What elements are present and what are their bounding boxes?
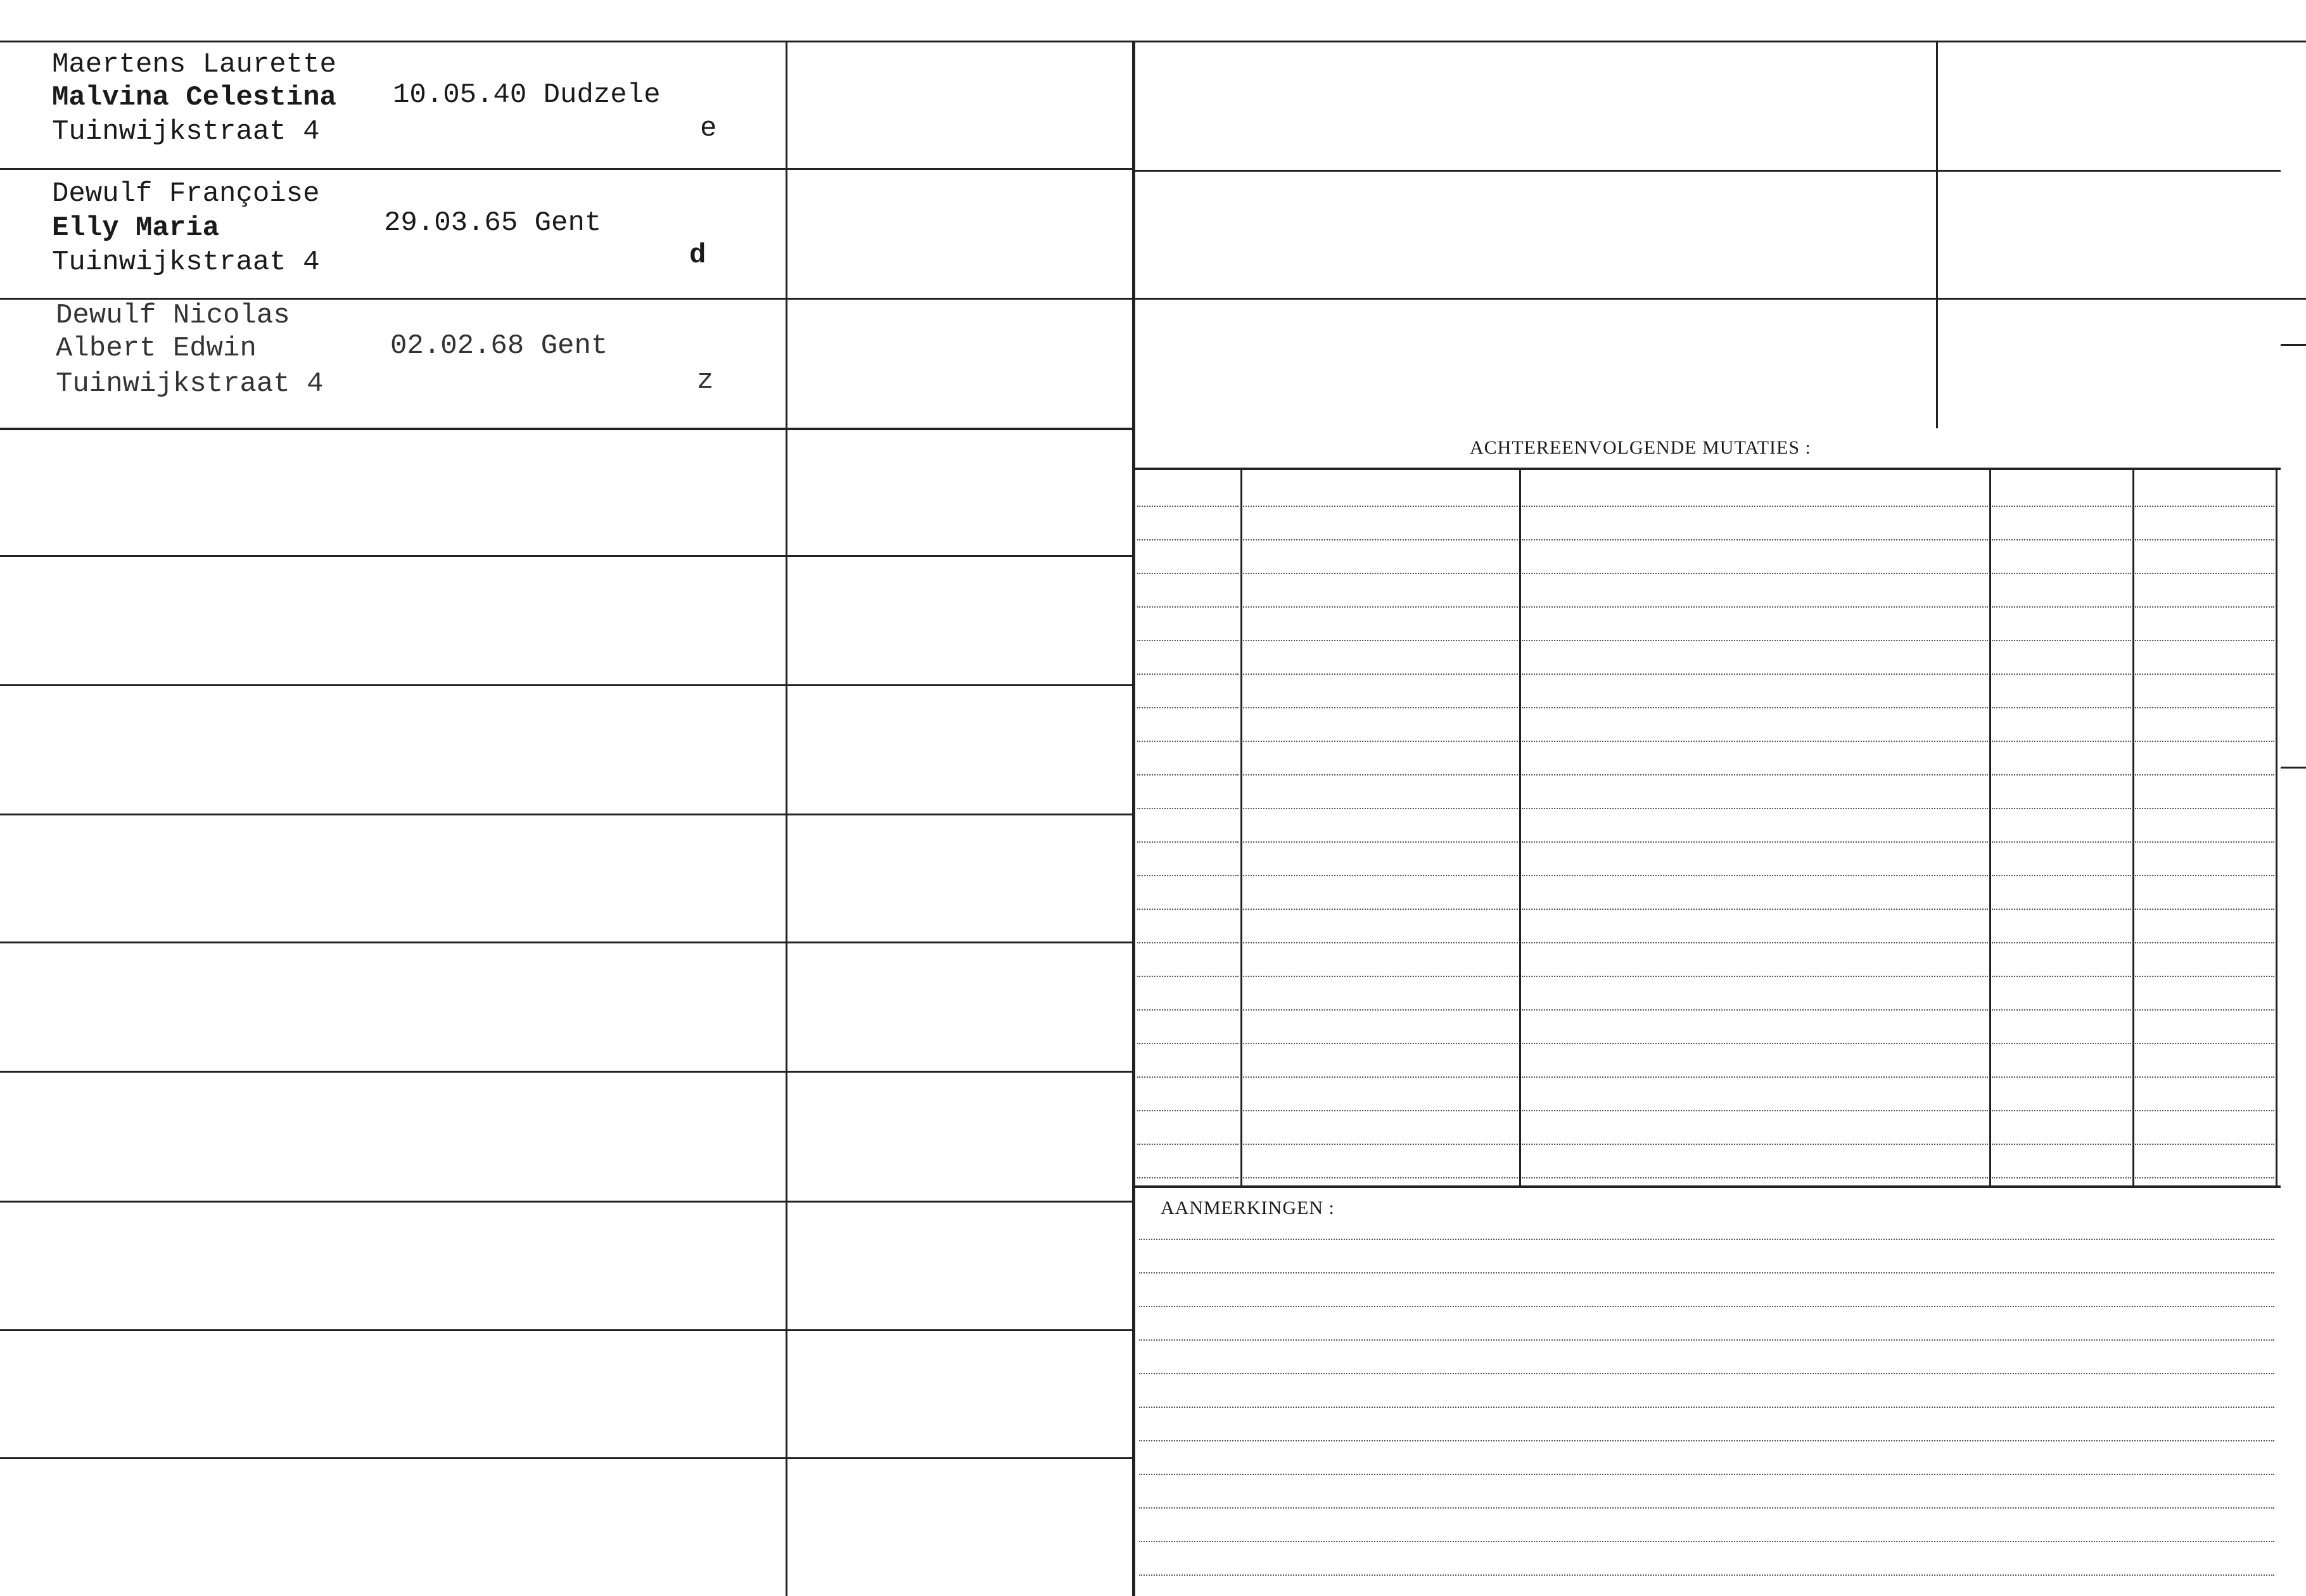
row-divider bbox=[0, 942, 1134, 943]
name-line1: Maertens Laurette bbox=[52, 49, 336, 80]
ruled-line bbox=[1137, 875, 1239, 876]
ruled-line bbox=[1243, 841, 1518, 843]
ruled-line bbox=[1522, 774, 1988, 776]
ruled-line bbox=[1137, 707, 1239, 708]
ruled-line bbox=[1522, 875, 1988, 876]
ruled-line bbox=[1137, 674, 1239, 675]
ruled-line bbox=[2135, 808, 2274, 809]
row-divider bbox=[0, 1457, 1134, 1459]
status-code: d bbox=[689, 239, 706, 271]
column-divider bbox=[1519, 469, 1521, 1187]
address: Tuinwijkstraat 4 bbox=[52, 246, 320, 278]
row-divider bbox=[0, 428, 1134, 430]
status-code: e bbox=[700, 113, 717, 144]
ruled-line bbox=[2135, 573, 2274, 574]
ruled-line bbox=[1243, 875, 1518, 876]
ruled-line bbox=[1243, 640, 1518, 641]
ruled-line bbox=[1522, 1144, 1988, 1145]
ruled-line bbox=[1522, 707, 1988, 708]
row-divider bbox=[0, 168, 1134, 170]
ruled-line bbox=[1137, 1009, 1239, 1011]
column-divider bbox=[2132, 469, 2134, 1187]
ruled-line bbox=[1139, 1541, 2274, 1542]
ruled-line bbox=[1243, 774, 1518, 776]
ruled-line bbox=[1992, 774, 2131, 776]
name-line2: Malvina Celestina bbox=[52, 82, 336, 113]
ruled-line bbox=[1137, 506, 1239, 507]
column-divider bbox=[1240, 469, 1242, 1187]
address: Tuinwijkstraat 4 bbox=[56, 368, 324, 400]
mutaties-title: ACHTEREENVOLGENDE MUTATIES : bbox=[1470, 437, 1811, 458]
ruled-line bbox=[1139, 1239, 2274, 1240]
ruled-line bbox=[1522, 808, 1988, 809]
ruled-line bbox=[1137, 1076, 1239, 1078]
ruled-line bbox=[2135, 1009, 2274, 1011]
ruled-line bbox=[2135, 909, 2274, 910]
table-bottom-border bbox=[1134, 1185, 2281, 1188]
edge-mark bbox=[2281, 344, 2306, 346]
address: Tuinwijkstraat 4 bbox=[52, 116, 320, 148]
ruled-line bbox=[1137, 1043, 1239, 1044]
row-divider bbox=[1134, 170, 2281, 172]
ruled-line bbox=[2135, 942, 2274, 943]
ruled-line bbox=[1243, 1177, 1518, 1178]
ruled-line bbox=[1992, 539, 2131, 540]
ruled-line bbox=[1137, 976, 1239, 977]
ruled-line bbox=[1137, 573, 1239, 574]
name-line1: Dewulf Françoise bbox=[52, 178, 320, 210]
ruled-line bbox=[2135, 1144, 2274, 1145]
ruled-line bbox=[1137, 841, 1239, 843]
ruled-line bbox=[2135, 674, 2274, 675]
ruled-line bbox=[2135, 741, 2274, 742]
ruled-line bbox=[1139, 1507, 2274, 1509]
ruled-line bbox=[1243, 606, 1518, 608]
ruled-line bbox=[1522, 674, 1988, 675]
column-divider bbox=[2276, 469, 2277, 1187]
ruled-line bbox=[1243, 1144, 1518, 1145]
ruled-line bbox=[1139, 1574, 2274, 1576]
row-divider bbox=[0, 684, 1134, 686]
ruled-line bbox=[1243, 539, 1518, 540]
ruled-line bbox=[1992, 640, 2131, 641]
column-divider bbox=[1936, 41, 1938, 428]
ruled-line bbox=[1992, 1144, 2131, 1145]
ruled-line bbox=[1243, 1043, 1518, 1044]
row-divider bbox=[0, 814, 1134, 815]
ruled-line bbox=[1522, 741, 1988, 742]
ruled-line bbox=[1139, 1339, 2274, 1341]
ruled-line bbox=[2135, 1110, 2274, 1111]
birth-date-place: 29.03.65 Gent bbox=[384, 207, 602, 239]
birth-date-place: 02.02.68 Gent bbox=[390, 330, 608, 362]
row-divider bbox=[1134, 298, 2306, 300]
ruled-line bbox=[1139, 1373, 2274, 1374]
ruled-line bbox=[1137, 1144, 1239, 1145]
ruled-line bbox=[2135, 1043, 2274, 1044]
column-divider-main bbox=[1132, 41, 1135, 1596]
ruled-line bbox=[1522, 841, 1988, 843]
ruled-line bbox=[1243, 909, 1518, 910]
ruled-line bbox=[1992, 841, 2131, 843]
ruled-line bbox=[1243, 707, 1518, 708]
ruled-line bbox=[1522, 1076, 1988, 1078]
ruled-line bbox=[1137, 774, 1239, 776]
ruled-line bbox=[1992, 1009, 2131, 1011]
ruled-line bbox=[1137, 741, 1239, 742]
ruled-line bbox=[1243, 1076, 1518, 1078]
ruled-line bbox=[1992, 1177, 2131, 1178]
ruled-line bbox=[1522, 1110, 1988, 1111]
column-divider bbox=[786, 41, 787, 1596]
ruled-line bbox=[2135, 976, 2274, 977]
ruled-line bbox=[2135, 1177, 2274, 1178]
row-divider bbox=[0, 1201, 1134, 1203]
ruled-line bbox=[1522, 1043, 1988, 1044]
birth-date-place: 10.05.40 Dudzele bbox=[393, 79, 661, 111]
ruled-line bbox=[1992, 808, 2131, 809]
ruled-line bbox=[1139, 1407, 2274, 1408]
ruled-line bbox=[1522, 606, 1988, 608]
ruled-line bbox=[1243, 573, 1518, 574]
ruled-line bbox=[2135, 640, 2274, 641]
ruled-line bbox=[1992, 875, 2131, 876]
ruled-line bbox=[1137, 539, 1239, 540]
ruled-line bbox=[1137, 1110, 1239, 1111]
ruled-line bbox=[1137, 1177, 1239, 1178]
ruled-line bbox=[1522, 1177, 1988, 1178]
ruled-line bbox=[1522, 506, 1988, 507]
ruled-line bbox=[2135, 707, 2274, 708]
ruled-line bbox=[1139, 1440, 2274, 1441]
ruled-line bbox=[2135, 875, 2274, 876]
ruled-line bbox=[1992, 606, 2131, 608]
ruled-line bbox=[1522, 1009, 1988, 1011]
column-divider bbox=[1989, 469, 1991, 1187]
ruled-line bbox=[1992, 741, 2131, 742]
ruled-line bbox=[1139, 1474, 2274, 1475]
name-line2: Albert Edwin bbox=[56, 333, 257, 364]
ruled-line bbox=[2135, 1076, 2274, 1078]
ruled-line bbox=[1992, 1110, 2131, 1111]
ruled-line bbox=[2135, 539, 2274, 540]
ruled-line bbox=[1522, 640, 1988, 641]
ruled-line bbox=[1137, 808, 1239, 809]
ruled-line bbox=[1992, 1076, 2131, 1078]
ruled-line bbox=[1522, 942, 1988, 943]
row-divider bbox=[0, 1071, 1134, 1073]
ruled-line bbox=[1992, 909, 2131, 910]
ruled-line bbox=[1243, 506, 1518, 507]
ruled-line bbox=[1243, 1009, 1518, 1011]
ruled-line bbox=[1137, 640, 1239, 641]
ruled-line bbox=[1139, 1272, 2274, 1274]
top-border bbox=[0, 41, 2306, 42]
ruled-line bbox=[1522, 909, 1988, 910]
aanmerkingen-title: AANMERKINGEN : bbox=[1161, 1197, 1335, 1218]
ruled-line bbox=[1522, 976, 1988, 977]
ruled-line bbox=[1243, 942, 1518, 943]
name-line2: Elly Maria bbox=[52, 212, 220, 244]
name-line1: Dewulf Nicolas bbox=[56, 300, 290, 331]
table-top-border bbox=[1134, 468, 2281, 470]
ruled-line bbox=[1522, 539, 1988, 540]
ruled-line bbox=[2135, 841, 2274, 843]
ruled-line bbox=[1992, 674, 2131, 675]
edge-mark bbox=[2281, 767, 2306, 769]
ruled-line bbox=[2135, 506, 2274, 507]
ruled-line bbox=[1243, 1110, 1518, 1111]
row-divider bbox=[0, 555, 1134, 557]
ruled-line bbox=[1992, 506, 2131, 507]
ruled-line bbox=[2135, 774, 2274, 776]
ruled-line bbox=[1243, 808, 1518, 809]
ruled-line bbox=[1137, 909, 1239, 910]
ruled-line bbox=[1992, 573, 2131, 574]
ruled-line bbox=[1992, 1043, 2131, 1044]
ruled-line bbox=[1992, 942, 2131, 943]
ruled-line bbox=[1243, 741, 1518, 742]
ruled-line bbox=[1137, 606, 1239, 608]
status-code: z bbox=[697, 365, 714, 397]
ruled-line bbox=[1243, 674, 1518, 675]
ruled-line bbox=[2135, 606, 2274, 608]
row-divider bbox=[0, 1329, 1134, 1331]
ruled-line bbox=[1243, 976, 1518, 977]
ruled-line bbox=[1522, 573, 1988, 574]
ruled-line bbox=[1139, 1306, 2274, 1307]
ruled-line bbox=[1137, 942, 1239, 943]
ruled-line bbox=[1992, 707, 2131, 708]
ruled-line bbox=[1992, 976, 2131, 977]
